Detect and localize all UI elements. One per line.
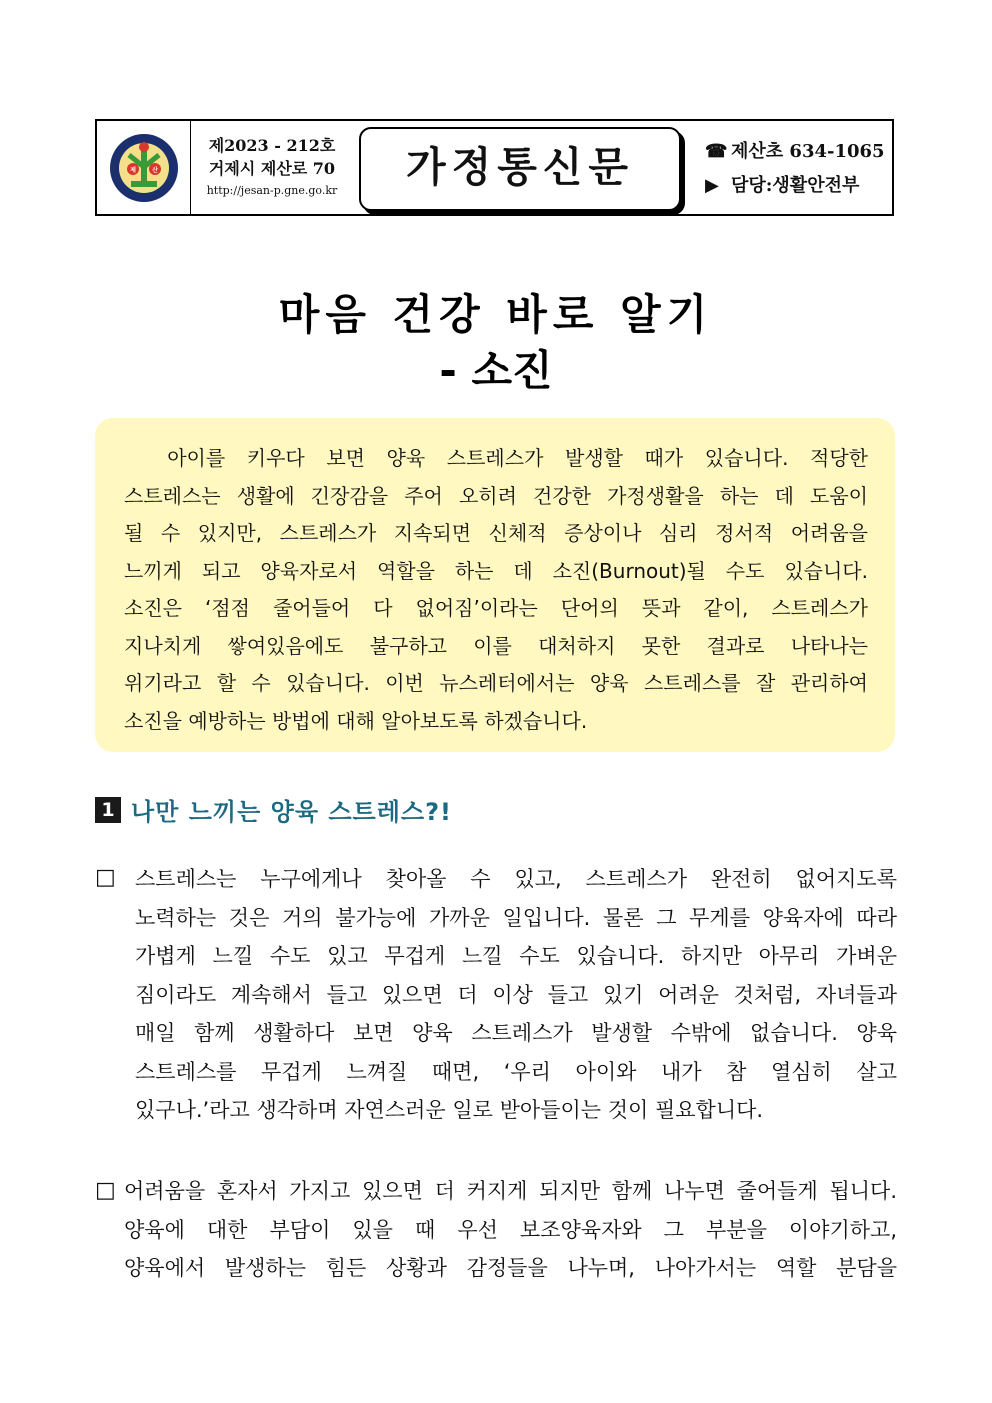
paragraph-line: 어려움을 혼자서 가지고 있으면 더 커지게 되지만 함께 나누면 줄어들게 됩니다. [124,1179,897,1203]
intro-line: 지나치게 쌓여있음에도 불구하고 이를 대처하지 못한 결과로 나타나는 [124,633,868,658]
page-title: 마음 건강 바로 알기 [278,290,714,339]
school-url[interactable]: http://jesan-p.gne.go.kr [206,184,338,197]
page-subtitle: - 소진 [439,346,553,395]
intro-line: 소진을 예방하는 방법에 대해 알아보도록 하겠습니다. [124,708,588,733]
intro-line: 소진은 ‘점점 줄어들어 다 없어짐’이라는 단어의 뜻과 같이, 스트레스가 [124,596,868,620]
section-title: 나만 느끼는 양육 스트레스?! [131,798,452,826]
intro-line: 아이를 키우다 보면 양육 스트레스가 발생할 때가 있습니다. 적당한 [124,446,868,470]
paragraph-line: 짐이라도 계속해서 들고 있으면 더 이상 들고 있기 어려운 것처럼, 자녀들과 [135,982,897,1007]
checkbox-bullet-icon: □ [95,865,116,890]
paragraph-line: 있구나.’라고 생각하며 자연스러운 일로 받아들이는 것이 필요합니다. [135,1098,764,1122]
manager-line [705,169,887,203]
newsletter-header [95,119,894,216]
paragraph-line: 양육에 대한 부담이 있을 때 우선 보조양육자와 그 부분을 이야기하고, [124,1217,897,1242]
intro-line: 느끼게 되고 양육자로서 역할을 하는 데 소진(Burnout)될 수도 있습니다. [124,558,868,583]
school-logo [109,133,179,203]
section-heading [95,792,452,824]
paragraph-2 [124,1172,897,1288]
paragraph-line: 매일 함께 생활하다 보면 양육 스트레스가 발생할 수밖에 없습니다. 양육 [135,1021,897,1045]
paragraph-line: 스트레스는 누구에게나 찾아올 수 있고, 스트레스가 완전히 없어지도록 [135,867,897,891]
section-number: 1 [95,797,121,823]
contact-info [705,135,887,203]
paragraph-line: 스트레스를 무겁게 느껴질 때면, ‘우리 아이와 내가 참 열심히 살고 [135,1059,897,1084]
phone-line [705,135,887,169]
logo-text-2: 산 [152,167,158,174]
issue-info [197,135,347,201]
school-address: 거제시 제산로 70 [208,159,336,178]
paragraph-line: 가볍게 느낄 수도 있고 무겁게 느낄 수도 있습니다. 하지만 아무리 가벼운 [135,944,897,968]
issue-number: 제2023 - 212호 [208,136,336,155]
paragraph-line: 노력하는 것은 거의 불가능에 가까운 일입니다. 물론 그 무게를 양육자에 따라 [135,905,897,930]
logo-cell [97,121,191,214]
triangle-right-icon: ▶ [705,175,719,196]
intro-box [95,418,895,752]
newsletter-title-box [359,127,681,211]
checkbox-bullet-icon: □ [95,1178,116,1203]
manager-dept: 담당:생활안전부 [731,175,860,196]
newsletter-title: 가정통신문 [405,143,635,191]
paragraph-line: 양육에서 발생하는 힘든 상황과 감정들을 나누며, 나아가서는 역할 분담을 [124,1256,897,1280]
paragraph-1 [135,860,897,1130]
phone-icon: ☎ [705,141,728,162]
intro-line: 스트레스는 생활에 긴장감을 주어 오히려 건강한 가정생활을 하는 데 도움이 [124,483,868,508]
intro-line: 될 수 있지만, 스트레스가 지속되면 신체적 증상이나 심리 정서적 어려움을 [124,521,868,545]
intro-text [124,440,868,740]
intro-line: 위기라고 할 수 있습니다. 이번 뉴스레터에서는 양육 스트레스를 잘 관리하여 [124,671,868,695]
phone-number: 제산초 634-1065 [731,141,885,162]
logo-text-1: 제 [130,167,136,174]
